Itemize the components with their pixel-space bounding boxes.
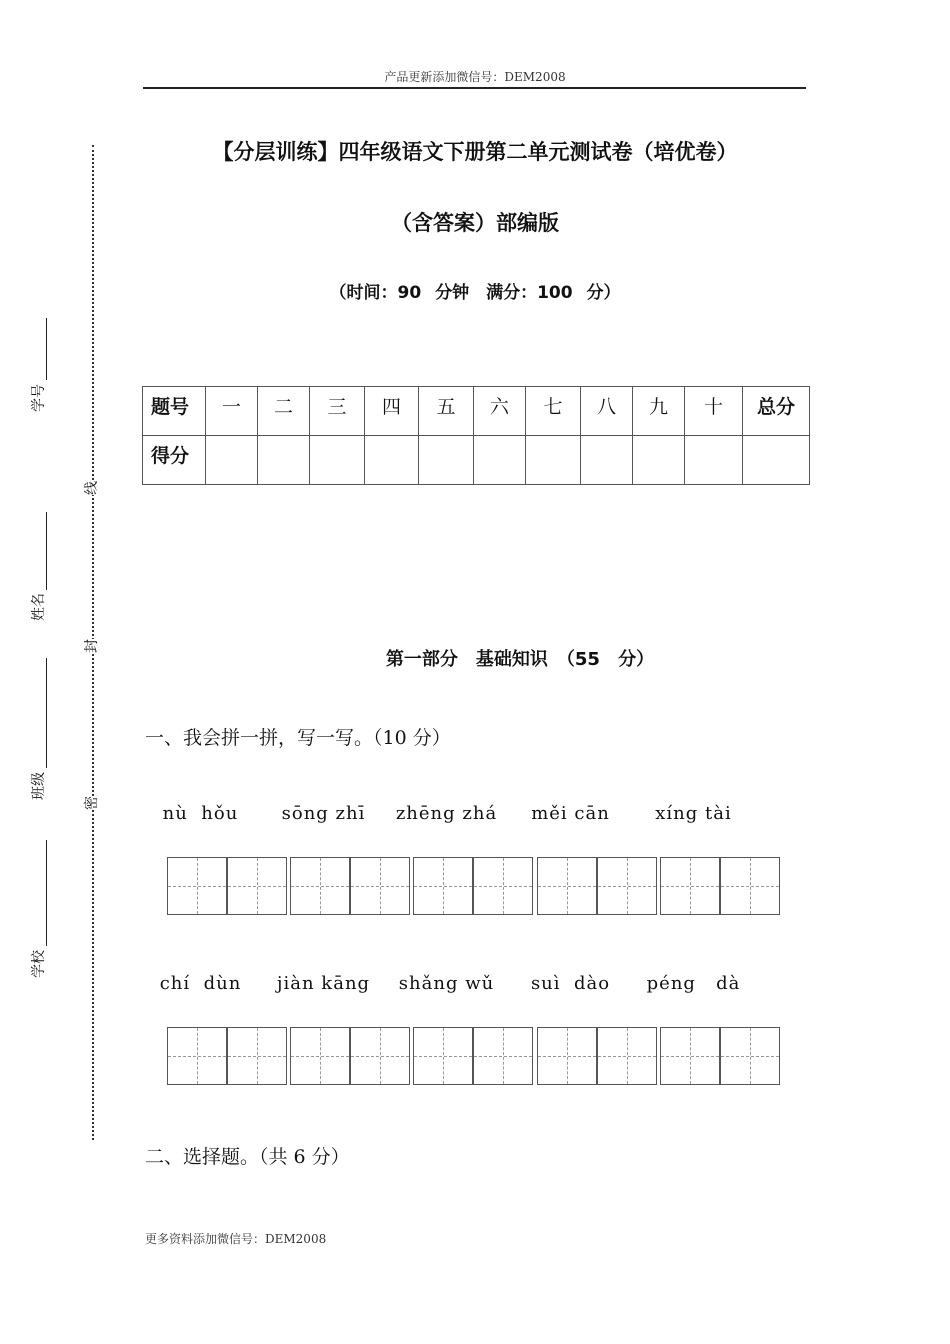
pinyin-item: suì dào: [530, 973, 611, 994]
pinyin-item: péng dà: [646, 973, 741, 994]
exam-time-info: （时间：90 分钟 满分：100 分）: [329, 283, 621, 303]
score-cell[interactable]: [685, 436, 743, 485]
score-table: [142, 386, 810, 485]
pinyin-row-2: [159, 973, 783, 997]
pinyin-item: nù hǒu: [162, 803, 239, 824]
pinyin-item: zhēng zhá: [395, 803, 498, 824]
score-cell[interactable]: [743, 436, 810, 485]
writing-grid-row-1: [167, 857, 783, 915]
seal-line-word: 线: [81, 481, 101, 495]
writing-box[interactable]: [660, 1027, 780, 1085]
header-note: 产品更新添加微信号：DEM2008: [384, 70, 566, 84]
student-id-blank: [46, 318, 47, 380]
header-cell: 四: [365, 387, 419, 436]
question1-title: 一、我会拼一拼，写一写。（10 分）: [145, 727, 451, 749]
header-cell: 一: [206, 387, 258, 436]
pinyin-item: shǎng wǔ: [398, 973, 495, 994]
header-cell: 五: [419, 387, 474, 436]
writing-box[interactable]: [537, 1027, 657, 1085]
score-cell[interactable]: [474, 436, 526, 485]
footer-note: 更多资料添加微信号：DEM2008: [145, 1232, 327, 1246]
pinyin-row-1: [162, 803, 783, 827]
writing-box[interactable]: [167, 857, 287, 915]
pinyin-item: xíng tài: [655, 803, 732, 824]
exam-title-line2: （含答案）部编版: [391, 211, 559, 235]
header-divider: [143, 87, 806, 89]
header-cell: 六: [474, 387, 526, 436]
score-row-label: 得分: [143, 436, 206, 485]
score-cell[interactable]: [633, 436, 685, 485]
writing-grid-row-2: [167, 1027, 783, 1085]
exam-title-line1: 【分层训练】四年级语文下册第二单元测试卷（培优卷）: [212, 140, 738, 164]
score-cell[interactable]: [258, 436, 310, 485]
score-cell[interactable]: [419, 436, 474, 485]
pinyin-item: chí dùn: [159, 973, 242, 994]
pinyin-item: sōng zhī: [281, 803, 366, 824]
score-table-score-row: [143, 436, 810, 485]
writing-box[interactable]: [167, 1027, 287, 1085]
score-cell[interactable]: [310, 436, 365, 485]
header-cell: 九: [633, 387, 685, 436]
score-cell[interactable]: [206, 436, 258, 485]
writing-box[interactable]: [413, 1027, 533, 1085]
score-cell[interactable]: [581, 436, 633, 485]
question2-title: 二、选择题。（共 6 分）: [145, 1146, 350, 1168]
pinyin-item: měi cān: [531, 803, 610, 824]
part1-title: 第一部分 基础知识 （55 分）: [385, 649, 655, 670]
class-label: 班级: [31, 772, 47, 800]
writing-box[interactable]: [413, 857, 533, 915]
header-cell: 十: [685, 387, 743, 436]
writing-box[interactable]: [537, 857, 657, 915]
name-label: 姓名: [31, 593, 47, 621]
score-table-header-row: [143, 387, 810, 436]
header-cell: 七: [526, 387, 581, 436]
score-cell[interactable]: [526, 436, 581, 485]
name-blank: [46, 512, 47, 590]
seal-seal-word: 封: [81, 639, 101, 653]
school-blank: [46, 840, 47, 946]
header-cell: 三: [310, 387, 365, 436]
writing-box[interactable]: [290, 857, 410, 915]
class-blank: [46, 658, 47, 768]
header-cell: 题号: [143, 387, 206, 436]
seal-secret-word: 密: [81, 796, 101, 810]
writing-box[interactable]: [290, 1027, 410, 1085]
score-cell[interactable]: [365, 436, 419, 485]
writing-box[interactable]: [660, 857, 780, 915]
header-cell: 总分: [743, 387, 810, 436]
school-label: 学校: [31, 950, 47, 978]
header-cell: 二: [258, 387, 310, 436]
pinyin-item: jiàn kāng: [276, 973, 371, 994]
student-id-label: 学号: [31, 384, 47, 412]
header-cell: 八: [581, 387, 633, 436]
